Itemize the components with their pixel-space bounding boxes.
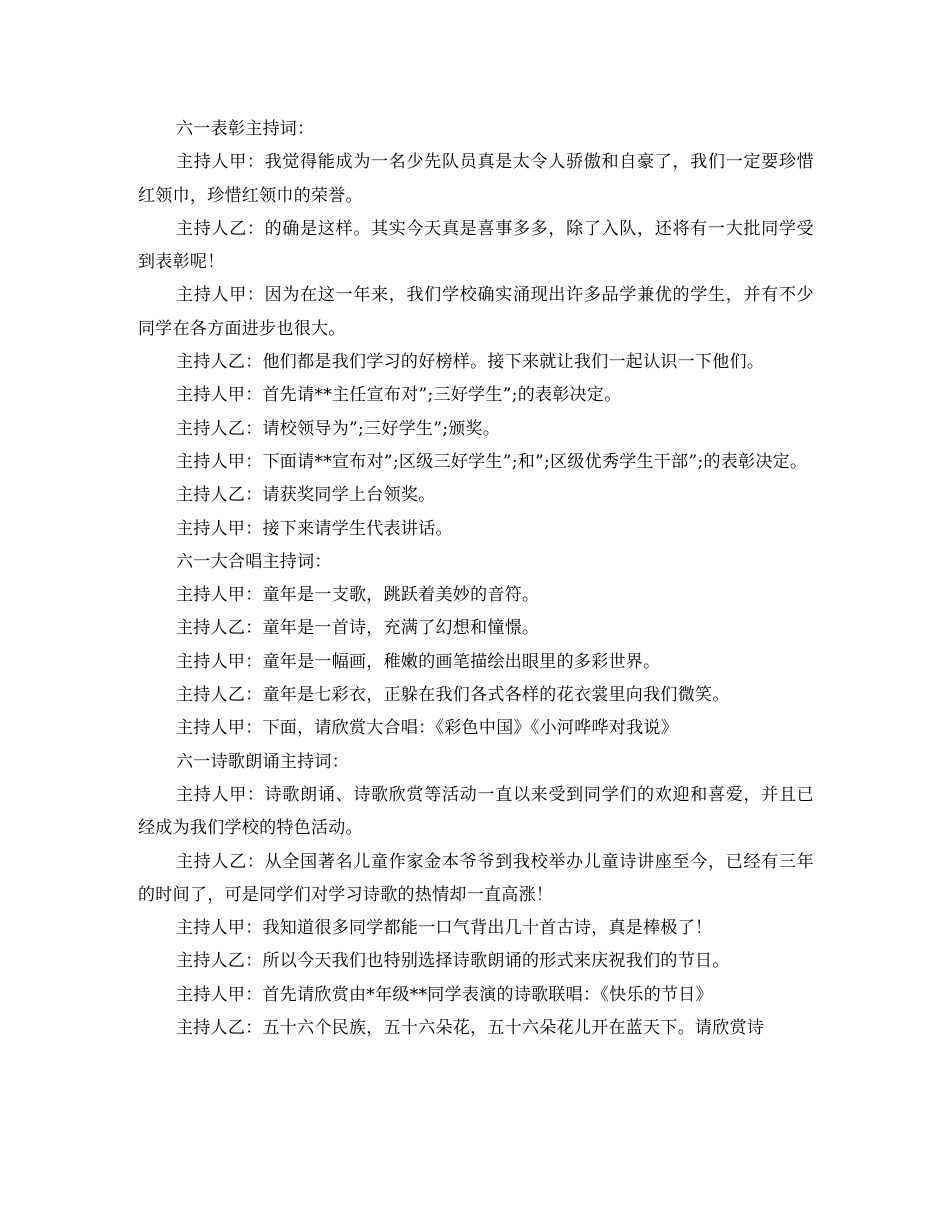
document-page xyxy=(138,113,814,1045)
section-heading-commendation: 六一表彰主持词： xyxy=(176,119,315,139)
paragraph: 主持人甲：童年是一支歌，跳跃着美妙的音符。 xyxy=(176,585,540,606)
paragraph: 主持人甲：首先请欣赏由*年级**同学表演的诗歌联唱：《快乐的节日》 xyxy=(176,984,713,1005)
paragraph: 主持人甲：首先请**主任宣布对”;三好学生”;的表彰决定。 xyxy=(176,385,622,406)
paragraph: 主持人乙：所以今天我们也特别选择诗歌朗诵的形式来庆祝我们的节日。 xyxy=(176,951,730,972)
paragraph: 主持人甲：我觉得能成为一名少先队员真是太令人骄傲和自豪了，我们一定要珍惜红领巾，珍惜红领巾的荣誉。 xyxy=(138,152,814,206)
paragraph: 主持人甲：下面，请欣赏大合唱：《彩色中国》《小河哗哗对我说》 xyxy=(176,718,678,739)
section-heading-poetry: 六一诗歌朗诵主持词： xyxy=(176,751,349,772)
paragraph: 主持人乙：从全国著名儿童作家金本爷爷到我校举办儿童诗讲座至今，已经有三年的时间了，可是同学们对学习诗歌的热情却一直高涨！ xyxy=(138,851,814,905)
paragraph: 主持人乙：童年是七彩衣，正躲在我们各式各样的花衣裳里向我们微笑。 xyxy=(176,685,730,706)
paragraph: 主持人乙：请校领导为”;三好学生”;颁奖。 xyxy=(176,418,501,439)
paragraph: 主持人甲：因为在这一年来，我们学校确实涌现出许多品学兼优的学生，并有不少同学在各方面进步也很大。 xyxy=(138,285,814,339)
paragraph: 主持人甲：诗歌朗诵、诗歌欣赏等活动一直以来受到同学们的欢迎和喜爱，并且已经成为我们学校的特色活动。 xyxy=(138,784,814,839)
paragraph: 主持人甲：童年是一幅画，稚嫩的画笔描绘出眼里的多彩世界。 xyxy=(176,651,661,672)
paragraph: 主持人甲：我知道很多同学都能一口气背出几十首古诗，真是棒极了！ xyxy=(176,918,713,939)
section-heading-chorus: 六一大合唱主持词： xyxy=(176,551,332,572)
paragraph: 主持人乙：童年是一首诗，充满了幻想和憧憬。 xyxy=(176,618,540,639)
paragraph: 主持人乙：请获奖同学上台领奖。 xyxy=(176,485,436,506)
paragraph: 主持人乙：他们都是我们学习的好榜样。接下来就让我们一起认识一下他们。 xyxy=(176,352,765,373)
paragraph: 主持人甲：接下来请学生代表讲话。 xyxy=(176,518,453,539)
paragraph: 主持人乙：五十六个民族，五十六朵花，五十六朵花儿开在蓝天下。请欣赏诗 xyxy=(176,1018,765,1039)
paragraph: 主持人甲：下面请**宣布对”;区级三好学生”;和”;区级优秀学生干部”;的表彰决定。 xyxy=(176,451,808,472)
paragraph: 主持人乙：的确是这样。其实今天真是喜事多多，除了入队，还将有一大批同学受到表彰呢！ xyxy=(138,218,814,273)
